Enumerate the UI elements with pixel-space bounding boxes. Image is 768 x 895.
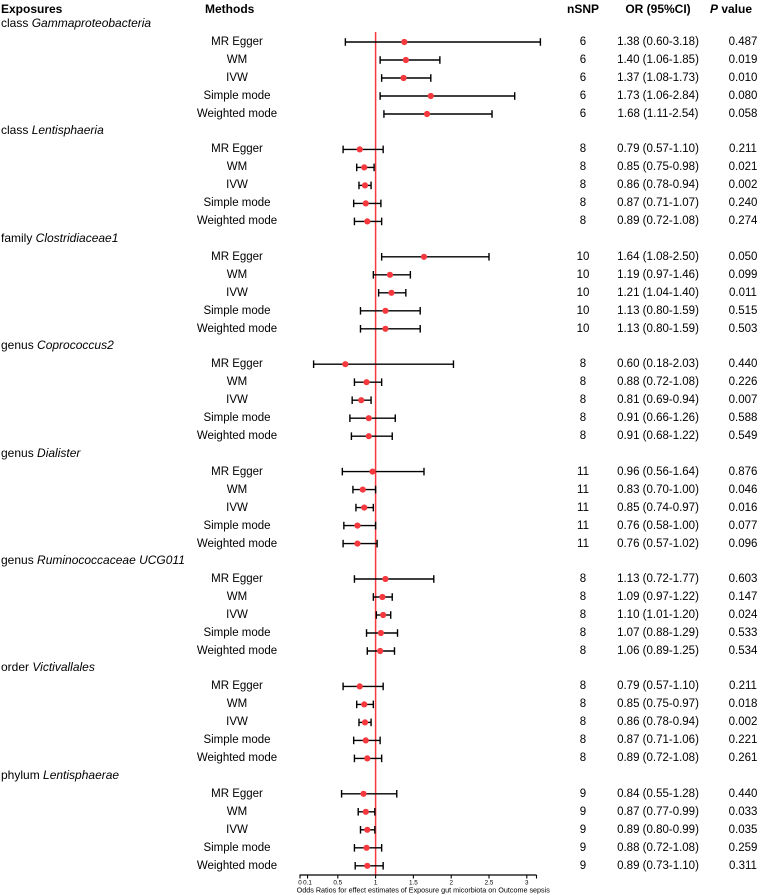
p-value: 0.603 — [728, 573, 758, 585]
or-ci-value: 0.89 (0.80-0.99) — [617, 823, 699, 836]
or-ci-value: 0.60 (0.18-2.03) — [617, 358, 699, 371]
nsnp-value: 8 — [579, 573, 587, 585]
p-value-italic-p: P — [709, 2, 718, 16]
or-point-marker — [361, 164, 367, 170]
method-label: MR Egger — [211, 250, 263, 263]
nsnp-value: 8 — [579, 430, 587, 443]
p-value: 0.221 — [728, 734, 758, 747]
or-point-marker — [387, 272, 393, 278]
or-ci-value: 1.64 (1.08-2.50) — [617, 250, 699, 263]
or-point-marker — [360, 487, 366, 493]
method-label: IVW — [226, 716, 248, 729]
exposure-label — [1, 338, 114, 352]
nsnp-value: 11 — [577, 465, 589, 478]
nsnp-value: 6 — [579, 72, 587, 84]
method-label: Simple mode — [203, 412, 271, 425]
method-label: WM — [226, 805, 248, 818]
nsnp-value: 6 — [579, 108, 587, 120]
method-label: IVW — [226, 501, 248, 514]
exposure-taxon: Ruminococcaceae UCG011 — [37, 553, 185, 567]
or-point-marker — [364, 218, 370, 224]
method-label: IVW — [226, 394, 248, 407]
method-label: Weighted mode — [196, 752, 278, 765]
or-point-marker — [382, 576, 388, 582]
or-ci-value: 1.13 (0.80-1.59) — [617, 304, 699, 317]
method-label: Simple mode — [203, 519, 271, 532]
p-value: 0.487 — [728, 36, 758, 48]
or-ci-value: 1.19 (0.97-1.46) — [617, 268, 699, 281]
or-ci-value: 1.06 (0.89-1.25) — [617, 645, 699, 657]
method-label: MR Egger — [211, 465, 263, 478]
method-label: IVW — [226, 286, 248, 299]
p-value: 0.002 — [728, 179, 758, 192]
or-point-marker — [354, 523, 360, 529]
nsnp-value: 8 — [579, 645, 587, 657]
nsnp-value: 8 — [579, 716, 587, 729]
or-point-marker — [382, 308, 388, 314]
column-header-nsnp: nSNP — [566, 2, 600, 16]
p-value: 0.147 — [728, 591, 758, 603]
or-point-marker — [363, 200, 369, 206]
method-label: IVW — [226, 823, 248, 836]
exposure-label — [1, 123, 104, 137]
method-label: Simple mode — [203, 734, 271, 747]
or-ci-value: 0.91 (0.66-1.26) — [617, 412, 699, 425]
or-point-marker — [360, 791, 366, 797]
exposure-label — [1, 768, 119, 782]
p-value-rest: value — [721, 2, 753, 16]
method-label: WM — [226, 268, 248, 281]
p-value: 0.050 — [728, 250, 758, 263]
or-ci-value: 1.13 (0.80-1.59) — [617, 322, 699, 335]
exposure-rank: genus — [1, 445, 38, 460]
exposure-rank: class — [1, 123, 32, 138]
nsnp-value: 6 — [579, 90, 587, 102]
or-ci-value: 1.10 (1.01-1.20) — [617, 609, 699, 621]
method-label: MR Egger — [211, 143, 263, 156]
method-label: Simple mode — [203, 90, 271, 102]
or-ci-value: 0.89 (0.73-1.10) — [617, 859, 699, 872]
or-ci-value: 1.07 (0.88-1.29) — [617, 627, 699, 639]
or-ci-value: 1.13 (0.72-1.77) — [617, 573, 699, 585]
p-value: 0.007 — [728, 394, 758, 407]
p-value: 0.024 — [728, 609, 758, 621]
p-value: 0.002 — [728, 716, 758, 729]
method-label: Simple mode — [203, 197, 271, 210]
method-label: Weighted mode — [196, 537, 278, 550]
method-label: WM — [226, 161, 248, 174]
column-header-methods: Methods — [205, 2, 255, 16]
method-label: IVW — [226, 72, 248, 84]
exposure-rank: phylum — [1, 767, 44, 782]
nsnp-value: 8 — [579, 376, 587, 389]
method-label: Simple mode — [203, 304, 271, 317]
or-ci-value: 0.85 (0.75-0.97) — [617, 698, 699, 711]
p-value: 0.240 — [728, 197, 758, 210]
exposure-taxon: Coprococcus2 — [37, 338, 114, 353]
or-point-marker — [364, 755, 370, 761]
p-value: 0.440 — [728, 358, 758, 371]
p-value: 0.534 — [728, 645, 758, 657]
method-label: Simple mode — [203, 841, 271, 854]
exposure-taxon: Clostridiaceae1 — [35, 230, 119, 245]
method-label: Weighted mode — [196, 645, 278, 657]
method-label: Weighted mode — [196, 322, 278, 335]
or-ci-value: 1.40 (1.06-1.85) — [617, 54, 699, 66]
p-value: 0.035 — [728, 823, 758, 836]
method-label: MR Egger — [211, 358, 263, 371]
method-label: WM — [226, 591, 248, 603]
p-value: 0.311 — [729, 859, 757, 872]
p-value: 0.077 — [728, 519, 758, 532]
or-ci-value: 0.84 (0.55-1.28) — [617, 787, 699, 800]
or-ci-value: 0.79 (0.57-1.10) — [617, 143, 699, 156]
or-point-marker — [354, 541, 360, 547]
method-label: Weighted mode — [196, 108, 278, 120]
exposure-label — [1, 660, 95, 674]
method-label: WM — [226, 483, 248, 496]
or-point-marker — [377, 648, 383, 654]
method-label: Weighted mode — [196, 859, 278, 872]
p-value: 0.010 — [728, 72, 758, 84]
nsnp-value: 8 — [579, 215, 587, 228]
method-label: Simple mode — [203, 627, 271, 639]
p-value: 0.018 — [728, 698, 758, 711]
method-label: MR Egger — [211, 787, 263, 800]
nsnp-value: 8 — [579, 394, 587, 407]
p-value: 0.099 — [728, 268, 758, 281]
or-ci-value: 0.83 (0.70-1.00) — [617, 483, 699, 496]
method-label: IVW — [226, 609, 248, 621]
or-point-marker — [369, 469, 375, 475]
or-point-marker — [380, 612, 386, 618]
p-value: 0.058 — [728, 108, 758, 120]
or-point-marker — [363, 809, 369, 815]
method-label: IVW — [226, 179, 248, 192]
p-value: 0.876 — [728, 465, 758, 478]
exposure-rank: order — [1, 660, 33, 675]
or-ci-value: 0.88 (0.72-1.08) — [617, 376, 699, 389]
or-ci-value: 0.76 (0.58-1.00) — [617, 519, 699, 532]
or-point-marker — [378, 630, 384, 636]
p-value: 0.515 — [728, 304, 758, 317]
or-ci-value: 0.79 (0.57-1.10) — [617, 680, 699, 693]
or-point-marker — [424, 111, 430, 117]
p-value: 0.211 — [729, 143, 757, 156]
exposure-rank: genus — [1, 338, 38, 353]
or-ci-value: 0.86 (0.78-0.94) — [617, 716, 699, 729]
nsnp-value: 8 — [579, 161, 587, 174]
or-ci-value: 1.38 (0.60-3.18) — [617, 36, 699, 48]
nsnp-value: 8 — [579, 680, 587, 693]
or-point-marker — [342, 361, 348, 367]
p-value: 0.033 — [728, 805, 758, 818]
method-label: WM — [226, 54, 248, 66]
exposure-taxon: Dialister — [37, 445, 81, 460]
or-point-marker — [401, 39, 407, 45]
or-point-marker — [400, 75, 406, 81]
p-value: 0.011 — [729, 286, 757, 299]
or-point-marker — [366, 433, 372, 439]
nsnp-value: 10 — [576, 304, 590, 317]
exposure-rank: class — [1, 16, 32, 30]
or-point-marker — [403, 57, 409, 63]
nsnp-value: 10 — [576, 322, 590, 335]
p-value: 0.261 — [728, 752, 758, 765]
p-value: 0.211 — [729, 680, 757, 693]
nsnp-value: 9 — [579, 805, 587, 818]
method-label: MR Egger — [211, 680, 263, 693]
exposure-rank: genus — [1, 553, 38, 567]
or-ci-value: 0.89 (0.72-1.08) — [617, 215, 699, 228]
exposure-taxon: Lentisphaeria — [31, 123, 104, 138]
exposure-taxon: Victivallales — [32, 660, 95, 675]
or-ci-value: 0.85 (0.75-0.98) — [617, 161, 699, 174]
nsnp-value: 9 — [579, 859, 587, 872]
p-value: 0.021 — [728, 161, 758, 174]
p-value: 0.549 — [728, 430, 758, 443]
or-ci-value: 1.68 (1.11-2.54) — [617, 108, 699, 120]
exposure-label — [1, 16, 151, 30]
or-point-marker — [363, 845, 369, 851]
exposure-label — [1, 553, 185, 567]
nsnp-value: 8 — [579, 698, 587, 711]
or-point-marker — [421, 254, 427, 260]
nsnp-value: 8 — [579, 591, 587, 603]
x-axis-tick-label: 2.5 — [484, 879, 494, 887]
p-value: 0.080 — [728, 90, 758, 102]
or-ci-value: 0.89 (0.72-1.08) — [617, 752, 699, 765]
p-value: 0.096 — [728, 537, 758, 550]
or-point-marker — [361, 505, 367, 511]
or-point-marker — [357, 146, 363, 152]
method-label: MR Egger — [211, 573, 263, 585]
x-axis-tick-label: 0 — [298, 879, 302, 887]
x-axis-title: Odds Ratios for effect estimates of Exposure gut micorbiota on Outcome sepsis — [296, 885, 550, 895]
or-point-marker — [388, 290, 394, 296]
nsnp-value: 10 — [576, 268, 590, 281]
x-axis-tick-label: 0.1 — [303, 879, 312, 887]
or-ci-value: 0.81 (0.69-0.94) — [617, 394, 699, 407]
method-label: WM — [226, 698, 248, 711]
nsnp-value: 11 — [577, 537, 589, 550]
or-ci-value: 1.73 (1.06-2.84) — [617, 90, 699, 102]
nsnp-value: 8 — [579, 412, 587, 425]
or-ci-value: 1.09 (0.97-1.22) — [617, 591, 699, 603]
or-point-marker — [366, 415, 372, 421]
or-point-marker — [362, 182, 368, 188]
nsnp-value: 11 — [577, 483, 589, 496]
p-value: 0.226 — [728, 376, 758, 389]
nsnp-value: 9 — [579, 841, 587, 854]
p-value: 0.274 — [728, 215, 758, 228]
nsnp-value: 8 — [579, 734, 587, 747]
or-ci-value: 0.87 (0.71-1.07) — [617, 197, 699, 210]
or-ci-value: 0.91 (0.68-1.22) — [617, 430, 699, 443]
or-point-marker — [357, 683, 363, 689]
nsnp-value: 6 — [579, 54, 587, 66]
x-axis-tick-label: 1.5 — [409, 879, 418, 887]
p-value: 0.019 — [728, 54, 758, 66]
or-ci-value: 0.87 (0.77-0.99) — [617, 805, 699, 818]
or-point-marker — [364, 827, 370, 833]
or-ci-value: 0.96 (0.56-1.64) — [617, 465, 699, 478]
or-point-marker — [363, 737, 369, 743]
exposure-label — [1, 231, 118, 245]
p-value: 0.046 — [728, 483, 758, 496]
nsnp-value: 8 — [579, 752, 587, 765]
p-value: 0.016 — [728, 501, 758, 514]
or-point-marker — [364, 863, 370, 869]
p-value: 0.440 — [728, 787, 758, 800]
method-label: MR Egger — [211, 36, 263, 48]
or-point-marker — [361, 701, 367, 707]
or-point-marker — [428, 93, 434, 99]
or-ci-value: 0.76 (0.57-1.02) — [617, 537, 699, 550]
exposure-label — [1, 446, 80, 460]
nsnp-value: 9 — [579, 787, 587, 800]
or-point-marker — [379, 594, 385, 600]
nsnp-value: 9 — [579, 823, 587, 836]
nsnp-value: 8 — [579, 179, 587, 192]
or-point-marker — [363, 379, 369, 385]
nsnp-value: 8 — [579, 197, 587, 210]
method-label: Weighted mode — [196, 215, 278, 228]
method-label: Weighted mode — [196, 430, 278, 443]
or-ci-value: 0.85 (0.74-0.97) — [617, 501, 699, 514]
method-label: WM — [226, 376, 248, 389]
or-ci-value: 1.21 (1.04-1.40) — [617, 286, 699, 299]
nsnp-value: 8 — [579, 358, 587, 371]
x-axis-tick-label: 3 — [525, 879, 529, 887]
exposure-taxon: Lentisphaerae — [43, 767, 120, 782]
or-ci-value: 0.87 (0.71-1.06) — [617, 734, 699, 747]
p-value: 0.503 — [728, 322, 758, 335]
nsnp-value: 11 — [577, 501, 589, 514]
column-header-exposures: Exposures — [1, 2, 63, 16]
or-point-marker — [382, 326, 388, 332]
nsnp-value: 11 — [577, 519, 589, 532]
x-axis-tick-label: 1 — [373, 879, 378, 887]
x-axis-tick-label: 0.5 — [333, 879, 343, 887]
p-value: 0.533 — [728, 627, 758, 639]
p-value: 0.259 — [728, 841, 758, 854]
or-point-marker — [358, 397, 364, 403]
p-value: 0.588 — [728, 412, 758, 425]
nsnp-value: 8 — [579, 609, 587, 621]
or-ci-value: 0.86 (0.78-0.94) — [617, 179, 699, 192]
column-header-or-ci: OR (95%CI) — [625, 2, 691, 16]
nsnp-value: 8 — [579, 143, 587, 156]
nsnp-value: 8 — [579, 627, 587, 639]
or-ci-value: 1.37 (1.08-1.73) — [617, 72, 699, 84]
x-axis-tick-label: 2 — [449, 879, 453, 887]
exposure-taxon: Gammaproteobacteria — [31, 16, 152, 30]
or-ci-value: 0.88 (0.72-1.08) — [617, 841, 699, 854]
exposure-rank: family — [1, 230, 36, 245]
nsnp-value: 6 — [579, 36, 587, 48]
nsnp-value: 10 — [576, 286, 590, 299]
or-point-marker — [362, 719, 368, 725]
nsnp-value: 10 — [576, 250, 590, 263]
